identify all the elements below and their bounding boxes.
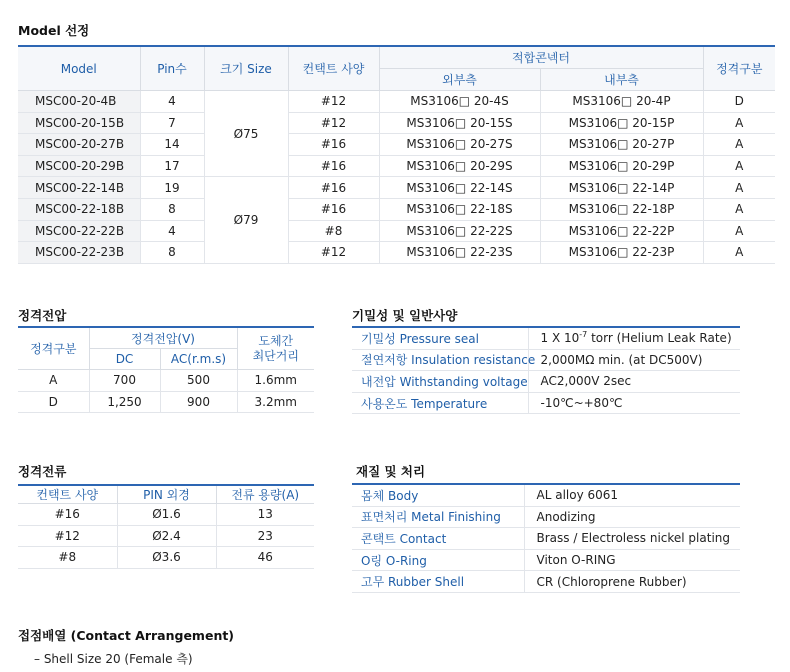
pin-cell: 4 [140,220,204,242]
table-row [18,91,775,113]
contact-cell: #16 [288,155,379,177]
inner-cell: MS3106□ 20-4P [540,91,703,113]
table-row [352,506,740,528]
current-section-title: 정격전류 [18,464,67,479]
model-cell: MSC00-20-29B [18,155,140,177]
spec-value-unit: torr (Helium Leak Rate) [587,331,732,346]
model-cell: MSC00-22-18B [18,198,140,220]
inner-cell: MS3106□ 22-22P [540,220,703,242]
inner-cell: MS3106□ 22-23P [540,242,703,264]
distance-cell: 1.6mm [237,370,314,392]
contact-header: 컨택트 사양 [288,46,379,91]
contact-cell: #12 [288,91,379,113]
material-table [352,483,740,593]
inner-cell: MS3106□ 22-14P [540,177,703,199]
table-row [18,220,775,242]
outer-cell: MS3106□ 20-4S [379,91,540,113]
model-cell: MSC00-22-23B [18,242,140,264]
airtight-section-title: 기밀성 및 일반사양 [352,308,458,323]
model-cell: MSC00-20-27B [18,134,140,156]
spec-label: 절연저항 Insulation resistance [352,349,528,371]
contact-cell: #12 [288,242,379,264]
model-header: Model [18,46,140,91]
outer-cell: MS3106□ 22-22S [379,220,540,242]
capacity-cell: 23 [216,525,314,547]
dc-header: DC [89,349,160,370]
contact-cell: #8 [288,220,379,242]
voltage-table [18,326,314,413]
rating-cell: A [18,370,89,392]
spec-label: 몸체 Body [352,484,524,506]
arrangement-subtitle: – Shell Size 20 (Female 측) [34,652,193,666]
spec-value: Viton O-RING [524,549,740,571]
spec-label: 콘택트 Contact [352,528,524,550]
outer-cell: MS3106□ 22-14S [379,177,540,199]
arrangement-section-title: 접점배열 (Contact Arrangement) [18,628,235,643]
inner-cell: MS3106□ 22-18P [540,198,703,220]
table-row [18,525,314,547]
outer-cell: MS3106□ 20-27S [379,134,540,156]
rating-cell: A [703,220,775,242]
model-section-title: Model 선정 [18,23,90,38]
spec-value: 2,000MΩ min. (at DC500V) [528,349,740,371]
table-row [352,528,740,550]
outer-cell: MS3106□ 20-15S [379,112,540,134]
table-row [352,484,740,506]
contact-cell: #12 [18,525,117,547]
contact-cell: #16 [18,504,117,526]
spec-value: AL alloy 6061 [524,484,740,506]
pin-header: Pin수 [140,46,204,91]
inner-header: 내부측 [540,69,703,91]
size-cell: Ø75 [204,91,288,177]
model-cell: MSC00-22-14B [18,177,140,199]
spec-value [528,327,740,349]
voltage-section-title: 정격전압 [18,308,67,323]
table-row [18,504,314,526]
size-cell: Ø79 [204,177,288,263]
pin-cell: 14 [140,134,204,156]
rating-cell: D [18,391,89,413]
table-row [18,370,314,392]
connector-header: 적합콘넥터 [379,46,703,69]
distance-header-line2: 최단거리 [252,348,299,363]
voltage-header: 정격전압(V) [89,327,237,349]
pin-diameter-cell: Ø1.6 [117,504,216,526]
table-row [18,242,775,264]
spec-value: AC2,000V 2sec [528,371,740,393]
inner-cell: MS3106□ 20-27P [540,134,703,156]
contact-cell: #8 [18,547,117,569]
rating-header: 정격구분 [703,46,775,91]
spec-value: Brass / Electroless nickel plating [524,528,740,550]
model-table [18,45,775,264]
spec-value: Anodizing [524,506,740,528]
spec-label: 표면처리 Metal Finishing [352,506,524,528]
ac-header: AC(r.m.s) [160,349,237,370]
rating-cell: A [703,134,775,156]
contact-cell: #16 [288,134,379,156]
current-table [18,484,314,569]
contact-cell: #12 [288,112,379,134]
pin-diameter-cell: Ø2.4 [117,525,216,547]
contact-cell: #16 [288,177,379,199]
model-cell: MSC00-20-15B [18,112,140,134]
table-row [18,198,775,220]
inner-cell: MS3106□ 20-15P [540,112,703,134]
pin-cell: 17 [140,155,204,177]
capacity-header: 전류 용량(A) [216,485,314,504]
inner-cell: MS3106□ 20-29P [540,155,703,177]
spec-value: CR (Chloroprene Rubber) [524,571,740,593]
spec-value-base: 1 X 10 [540,331,580,346]
table-row [18,134,775,156]
table-row [18,155,775,177]
outer-header: 외부측 [379,69,540,91]
distance-header-line1: 도체간 [258,333,294,348]
table-row [18,177,775,199]
spec-label: 사용온도 Temperature [352,392,528,414]
material-section-title: 재질 및 처리 [356,464,426,479]
rating-header: 정격구분 [18,327,89,370]
outer-cell: MS3106□ 22-18S [379,198,540,220]
pin-cell: 7 [140,112,204,134]
table-row [352,571,740,593]
spec-value: -10℃~+80℃ [528,392,740,414]
contact-header: 컨택트 사양 [18,485,117,504]
capacity-cell: 13 [216,504,314,526]
table-row [352,349,740,371]
pin-cell: 8 [140,242,204,264]
rating-cell: D [703,91,775,113]
rating-cell: A [703,112,775,134]
dc-cell: 1,250 [89,391,160,413]
pin-cell: 8 [140,198,204,220]
table-row [352,327,740,349]
spec-label: 기밀성 Pressure seal [352,327,528,349]
distance-cell: 3.2mm [237,391,314,413]
airtight-table [352,326,740,414]
table-row [352,549,740,571]
outer-cell: MS3106□ 20-29S [379,155,540,177]
rating-cell: A [703,177,775,199]
spec-label: 내전압 Withstanding voltage [352,371,528,393]
contact-cell: #16 [288,198,379,220]
ac-cell: 500 [160,370,237,392]
model-cell: MSC00-22-22B [18,220,140,242]
rating-cell: A [703,155,775,177]
distance-header [237,327,314,370]
pin-cell: 4 [140,91,204,113]
rating-cell: A [703,198,775,220]
ac-cell: 900 [160,391,237,413]
spec-value-exponent: -7 [579,330,588,340]
pin-diameter-header: PIN 외경 [117,485,216,504]
size-header: 크기 Size [204,46,288,91]
outer-cell: MS3106□ 22-23S [379,242,540,264]
rating-cell: A [703,242,775,264]
spec-label: 고무 Rubber Shell [352,571,524,593]
table-row [18,547,314,569]
table-row [352,392,740,414]
spec-label: O링 O-Ring [352,549,524,571]
model-cell: MSC00-20-4B [18,91,140,113]
table-row [18,391,314,413]
pin-diameter-cell: Ø3.6 [117,547,216,569]
table-row [352,371,740,393]
capacity-cell: 46 [216,547,314,569]
table-row [18,112,775,134]
dc-cell: 700 [89,370,160,392]
pin-cell: 19 [140,177,204,199]
